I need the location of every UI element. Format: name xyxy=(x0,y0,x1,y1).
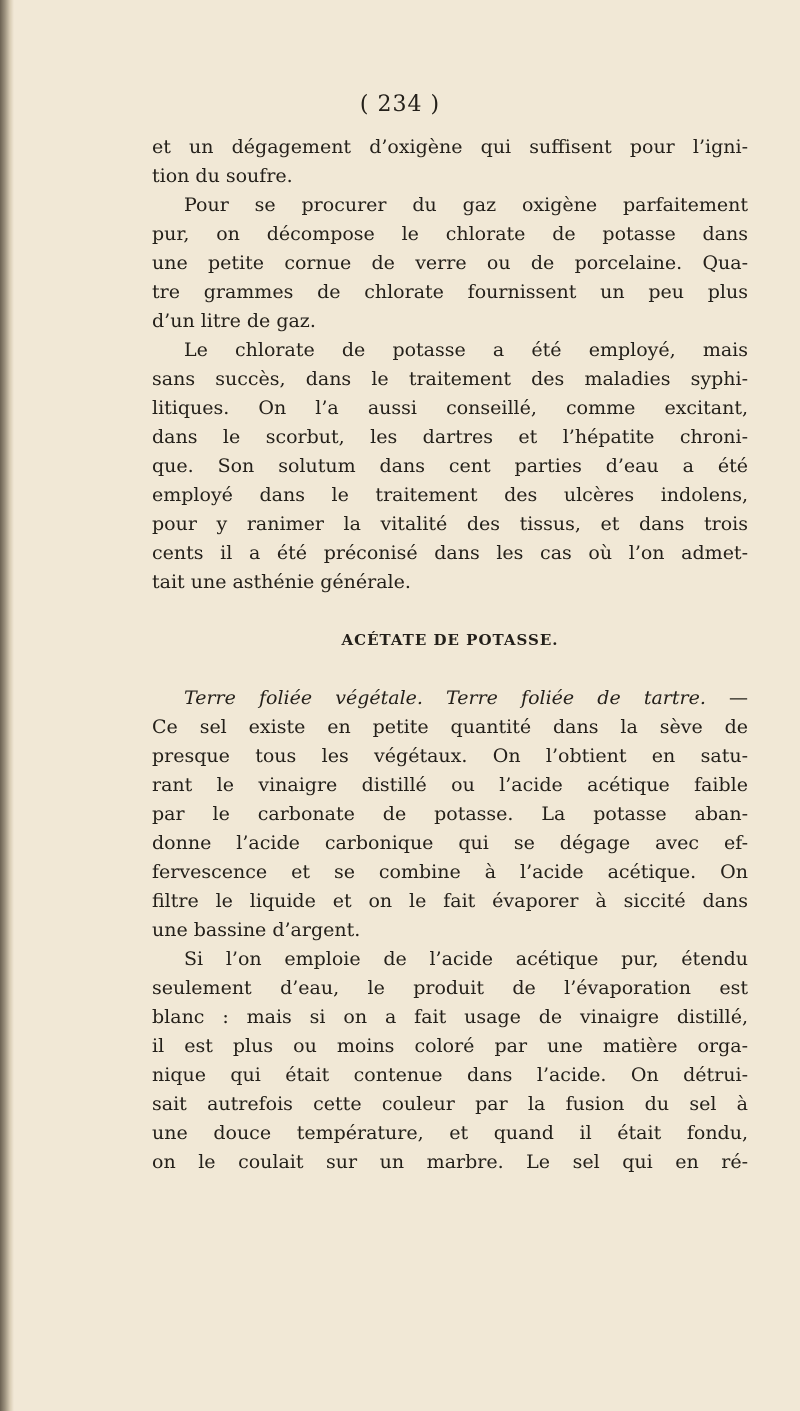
text-line: sans succès, dans le traitement des maladies syphi- xyxy=(152,368,748,390)
page-text xyxy=(152,133,748,1177)
paragraph xyxy=(152,336,748,597)
text-line: filtre le liquide et on le fait évaporer à siccité dans xyxy=(152,890,748,912)
page-number: ( 234 ) xyxy=(359,92,441,117)
text-line: rant le vinaigre distillé ou l’acide acétique faible xyxy=(152,774,748,796)
paragraph xyxy=(152,133,748,191)
text-line: nique qui était contenue dans l’acide. On détrui- xyxy=(152,1064,748,1086)
text-line: Le chlorate de potasse a été employé, mais xyxy=(184,339,748,361)
text-line: seulement d’eau, le produit de l’évaporation est xyxy=(152,977,748,999)
text-line: presque tous les végétaux. On l’obtient en satu- xyxy=(152,745,748,767)
text-line: Ce sel existe en petite quantité dans la sève de xyxy=(152,716,748,738)
section-heading: ACÉTATE DE POTASSE. xyxy=(341,631,559,649)
text-line: que. Son solutum dans cent parties d’eau a été xyxy=(152,455,748,477)
text-line: il est plus ou moins coloré par une matière orga- xyxy=(152,1035,748,1057)
text-line: blanc : mais si on a fait usage de vinaigre distillé, xyxy=(152,1006,748,1028)
em-dash: — xyxy=(705,687,749,709)
text-line: d’un litre de gaz. xyxy=(152,310,316,332)
text-line: une petite cornue de verre ou de porcelaine. Qua- xyxy=(152,252,748,274)
paragraph xyxy=(152,684,748,945)
text-line: donne l’acide carbonique qui se dégage avec ef- xyxy=(152,832,748,854)
text-line: sait autrefois cette couleur par la fusion du sel à xyxy=(152,1093,748,1115)
text-line: pur, on décompose le chlorate de potasse dans xyxy=(152,223,748,245)
text-line: fervescence et se combine à l’acide acétique. On xyxy=(152,861,748,883)
paragraph xyxy=(152,191,748,336)
text-line: par le carbonate de potasse. La potasse aban- xyxy=(152,803,748,825)
text-line: une douce température, et quand il était fondu, xyxy=(152,1122,748,1144)
text-line: cents il a été préconisé dans les cas où l’on admet- xyxy=(152,542,748,564)
text-line: litiques. On l’a aussi conseillé, comme excitant, xyxy=(152,397,748,419)
text-line: et un dégagement d’oxigène qui suffisent pour l’igni- xyxy=(152,136,748,158)
synonyms-line xyxy=(152,684,748,713)
text-line: Pour se procurer du gaz oxigène parfaitement xyxy=(184,194,748,216)
text-line: tre grammes de chlorate fournissent un peu plus xyxy=(152,281,748,303)
paragraph xyxy=(152,945,748,1177)
text-line: employé dans le traitement des ulcères indolens, xyxy=(152,484,748,506)
text-line: tait une asthénie générale. xyxy=(152,571,411,593)
synonyms-italic: Terre foliée végétale. Terre foliée de tartre. xyxy=(184,687,706,709)
text-line: on le coulait sur un marbre. Le sel qui en ré- xyxy=(152,1151,748,1173)
text-line: pour y ranimer la vitalité des tissus, et dans trois xyxy=(152,513,748,535)
text-line: Si l’on emploie de l’acide acétique pur, étendu xyxy=(184,948,748,970)
text-line: tion du soufre. xyxy=(152,165,293,187)
book-spine-shadow xyxy=(0,0,14,1411)
text-line: dans le scorbut, les dartres et l’hépatite chroni- xyxy=(152,426,748,448)
text-line: une bassine d’argent. xyxy=(152,919,361,941)
